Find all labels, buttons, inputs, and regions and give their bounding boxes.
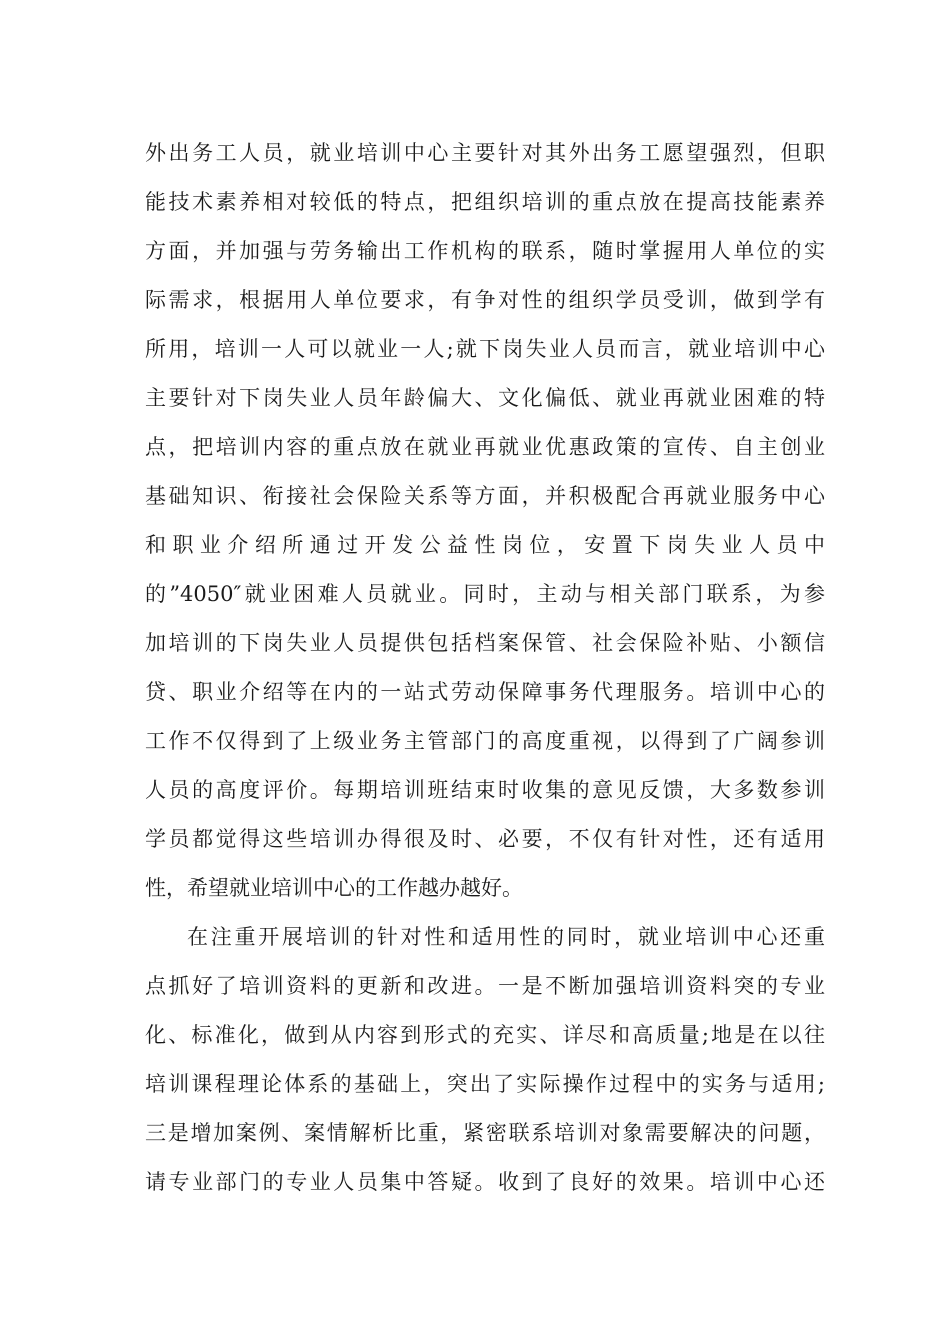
text-line: 和职业介绍所通过开发公益性岗位，安置下岗失业人员中	[145, 533, 825, 557]
text-line: 性，希望就业培训中心的工作越办越好。	[145, 876, 523, 900]
paragraph-1	[145, 136, 825, 920]
text-line: 在注重开展培训的针对性和适用性的同时，就业培训中心还重	[187, 925, 825, 949]
text-line: 学员都觉得这些培训办得很及时、必要，不仅有针对性，还有适用	[145, 827, 825, 851]
text-line: 所用，培训一人可以就业一人;就下岗失业人员而言，就业培训中心	[145, 337, 825, 361]
text-line: 请专业部门的专业人员集中答疑。收到了良好的效果。培训中心还	[145, 1170, 825, 1194]
paragraph-2	[145, 920, 825, 1214]
text-line: 点，把培训内容的重点放在就业再就业优惠政策的宣传、自主创业	[145, 435, 825, 459]
text-line: 点抓好了培训资料的更新和改进。一是不断加强培训资料突的专业	[145, 974, 825, 998]
text-line: 培训课程理论体系的基础上，突出了实际操作过程中的实务与适用;	[145, 1072, 825, 1096]
text-line: 能技术素养相对较低的特点，把组织培训的重点放在提高技能素养	[145, 190, 825, 214]
text-line: 化、标准化，做到从内容到形式的充实、详尽和高质量;地是在以往	[145, 1023, 825, 1047]
text-line: 加培训的下岗失业人员提供包括档案保管、社会保险补贴、小额信	[145, 631, 825, 655]
text-line: 三是增加案例、案情解析比重，紧密联系培训对象需要解决的问题，	[145, 1121, 825, 1145]
text-line: 贷、职业介绍等在内的一站式劳动保障事务代理服务。培训中心的	[145, 680, 825, 704]
text-line: 际需求，根据用人单位要求，有争对性的组织学员受训，做到学有	[145, 288, 825, 312]
text-line: 人员的高度评价。每期培训班结束时收集的意见反馈，大多数参训	[145, 778, 825, 802]
text-line: 外出务工人员，就业培训中心主要针对其外出务工愿望强烈，但职	[145, 141, 825, 165]
text-line: 基础知识、衔接社会保险关系等方面，并积极配合再就业服务中心	[145, 484, 825, 508]
text-line: 方面，并加强与劳务输出工作机构的联系，随时掌握用人单位的实	[145, 239, 825, 263]
text-line: 的”4050″就业困难人员就业。同时，主动与相关部门联系，为参	[145, 582, 825, 606]
text-line: 工作不仅得到了上级业务主管部门的高度重视，以得到了广阔参训	[145, 729, 825, 753]
text-line: 主要针对下岗失业人员年龄偏大、文化偏低、就业再就业困难的特	[145, 386, 825, 410]
body-text	[145, 136, 825, 1214]
